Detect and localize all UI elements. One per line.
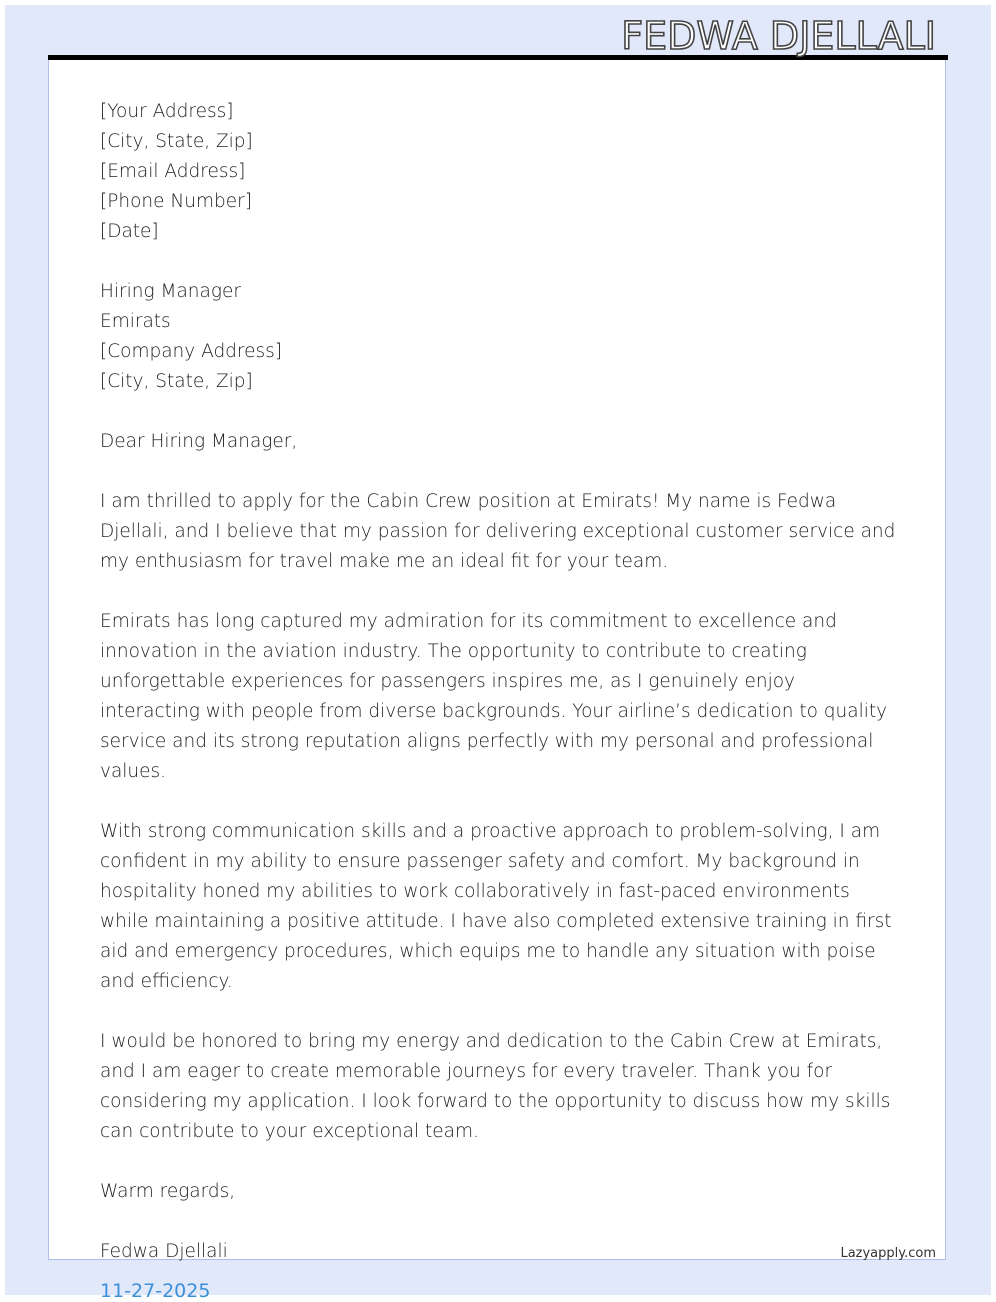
footer-date: 11-27-2025 — [100, 1280, 211, 1302]
sender-date: [Date] — [100, 221, 159, 242]
body-paragraph-1: I am thrilled to apply for the Cabin Crew position at Emirats! My name is Fedwa Djellali, and I believe that my passion for delivering exceptional customer service and my enthusiasm for travel make me an ideal fit for your team. — [100, 491, 896, 572]
recipient-company-address: [Company Address] — [100, 341, 283, 362]
sender-city-state-zip: [City, State, Zip] — [100, 131, 253, 152]
body-paragraph-2: Emirats has long captured my admiration for its commitment to excellence and innovation in the aviation industry. The opportunity to contribute to creating unforgettable experiences for passengers inspires me, as I genuinely enjoy interacting with people from diverse backgrounds. Your airline’s dedication to quality service and its strong reputation aligns perfectly with my personal and professional values. — [100, 611, 888, 782]
spacer — [100, 787, 900, 817]
cover-letter-body — [100, 97, 900, 1267]
recipient-company: Emirats — [100, 311, 171, 332]
spacer — [100, 577, 900, 607]
applicant-name-heading: FEDWA DJELLALI — [621, 14, 936, 58]
spacer — [100, 1207, 900, 1237]
recipient-title: Hiring Manager — [100, 281, 241, 302]
recipient-city-state-zip: [City, State, Zip] — [100, 371, 253, 392]
spacer — [100, 1147, 900, 1177]
spacer — [100, 397, 900, 427]
signature: Fedwa Djellali — [100, 1241, 228, 1262]
body-paragraph-3: With strong communication skills and a proactive approach to problem-solving, I am confident in my ability to ensure passenger safety and comfort. My background in hospitality honed my abilities to work collaboratively in fast-paced environments while maintaining a positive attitude. I have also completed extensive training in first aid and emergency procedures, which equips me to handle any situation with poise and efficiency. — [100, 821, 892, 992]
sender-email: [Email Address] — [100, 161, 246, 182]
spacer — [100, 457, 900, 487]
spacer — [100, 997, 900, 1027]
body-paragraph-4: I would be honored to bring my energy and dedication to the Cabin Crew at Emirats, and I am eager to create memorable journeys for every traveler. Thank you for considering my application. I look forward to the opportunity to discuss how my skills can contribute to your exceptional team. — [100, 1031, 891, 1142]
salutation: Dear Hiring Manager, — [100, 431, 298, 452]
closing: Warm regards, — [100, 1181, 236, 1202]
sender-address: [Your Address] — [100, 101, 234, 122]
spacer — [100, 247, 900, 277]
sender-phone: [Phone Number] — [100, 191, 252, 212]
watermark-link[interactable]: Lazyapply.com — [840, 1246, 936, 1261]
